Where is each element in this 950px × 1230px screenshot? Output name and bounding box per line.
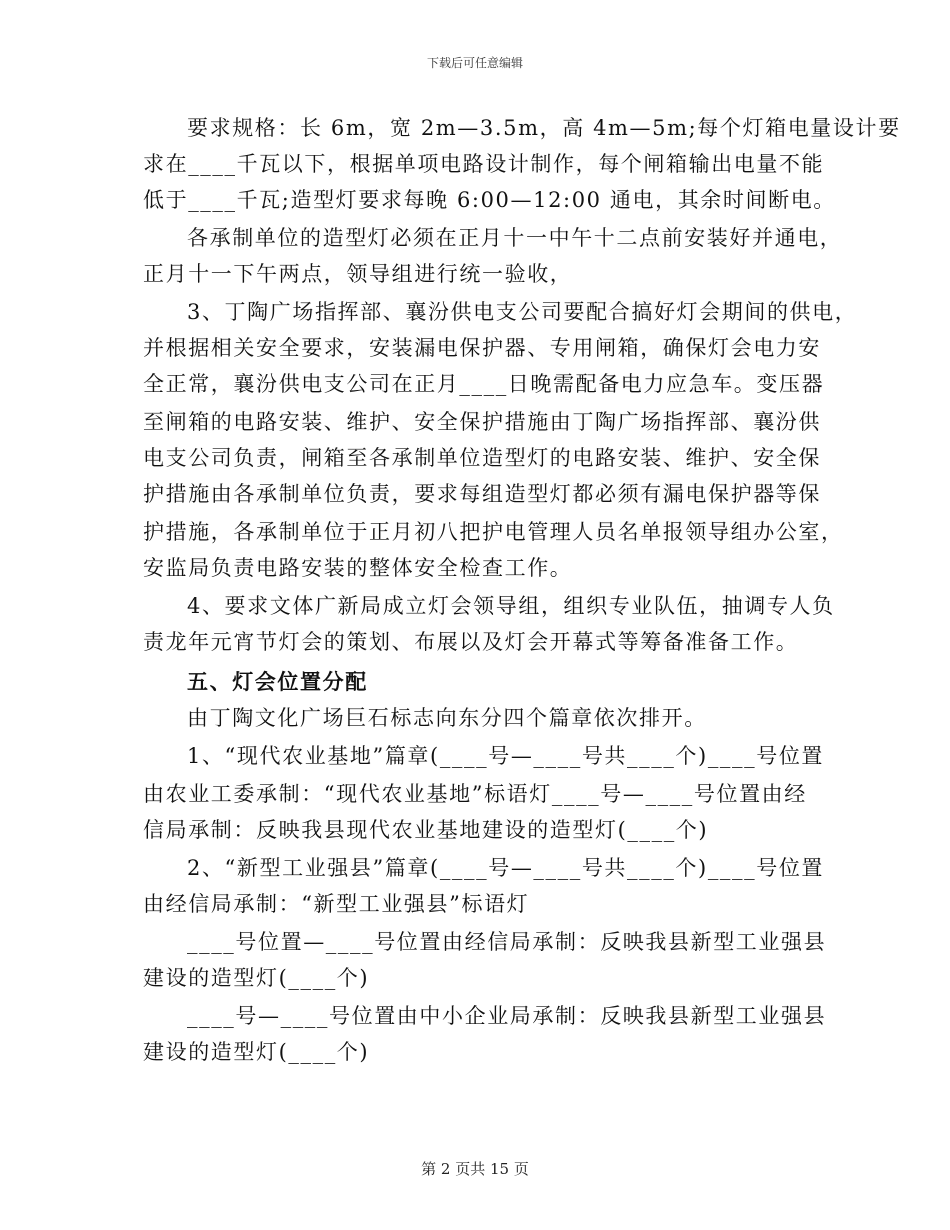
text-line: 求在____千瓦以下，根据单项电路设计制作，每个闸箱输出电量不能 [143, 152, 825, 176]
text-line: 由农业工委承制：“现代农业基地”标语灯____号—____号位置由经 [143, 782, 807, 806]
text-line: 正月十一下午两点，领导组进行统一验收， [143, 262, 573, 286]
text-line: 电支公司负责，闸箱至各承制单位造型灯的电路安装、维护、安全保 [143, 446, 821, 470]
text-line: 至闸箱的电路安装、维护、安全保护措施由丁陶广场指挥部、襄汾供 [143, 410, 821, 434]
text-line: ____号—____号位置由中小企业局承制：反映我县新型工业强县 [187, 1004, 827, 1028]
page-header: 下载后可任意编辑 [426, 56, 523, 70]
text-line: 低于____千瓦;造型灯要求每晚 6:00—12:00 通电，其余时间断电。 [143, 188, 836, 212]
text-line: 信局承制：反映我县现代农业基地建设的造型灯(____个) [143, 818, 709, 842]
text-line: 3、丁陶广场指挥部、襄汾供电支公司要配合搞好灯会期间的供电， [187, 300, 858, 324]
page-footer: 第 2 页共 15 页 [421, 1160, 529, 1178]
section-heading: 五、灯会位置分配 [187, 669, 368, 694]
text-line: 1、“现代农业基地”篇章(____号—____号共____个)____号位置 [187, 744, 825, 768]
text-line: 并根据相关安全要求，安装漏电保护器、专用闸箱，确保灯会电力安 [143, 336, 821, 360]
text-line: 由经信局承制：“新型工业强县”标语灯 [143, 892, 530, 916]
text-line: 全正常，襄汾供电支公司在正月____日晚需配备电力应急车。变压器 [143, 372, 825, 396]
text-line: 建设的造型灯(____个) [143, 1040, 370, 1064]
text-line: 护措施，各承制单位于正月初八把护电管理人员名单报领导组办公室， [143, 520, 844, 544]
text-line: 建设的造型灯(____个) [143, 966, 370, 990]
text-line: 2、“新型工业强县”篇章(____号—____号共____个)____号位置 [187, 856, 825, 880]
text-line: 各承制单位的造型灯必须在正月十一中午十二点前安装好并通电， [187, 226, 843, 250]
text-line: 护措施由各承制单位负责，要求每组造型灯都必须有漏电保护器等保 [143, 482, 821, 506]
text-line: 要求规格：长 6m，宽 2m—3.5m，高 4m—5m;每个灯箱电量设计要 [187, 116, 901, 140]
text-line: 安监局负责电路安装的整体安全检查工作。 [143, 556, 573, 580]
text-line: 责龙年元宵节灯会的策划、布展以及灯会开幕式等筹备准备工作。 [143, 630, 799, 654]
text-line: ____号位置—____号位置由经信局承制：反映我县新型工业强县 [187, 930, 827, 954]
text-line: 由丁陶文化广场巨石标志向东分四个篇章依次排开。 [187, 706, 707, 730]
text-line: 4、要求文体广新局成立灯会领导组，组织专业队伍，抽调专人负 [187, 594, 835, 618]
